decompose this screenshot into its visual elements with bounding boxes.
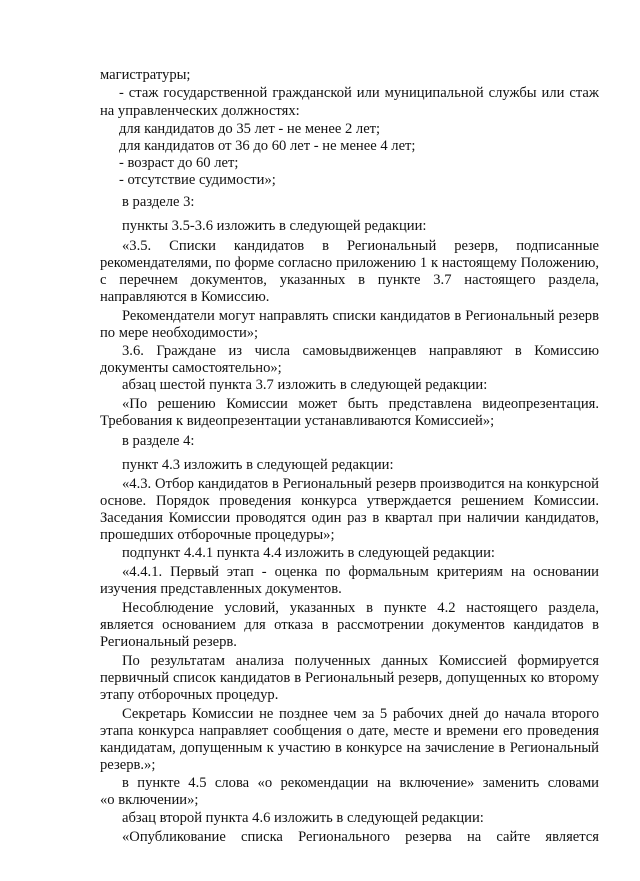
- text-line: абзац шестой пункта 3.7 изложить в следующей редакции:: [122, 377, 488, 393]
- text-line: пункт 4.3 изложить в следующей редакции:: [122, 457, 394, 473]
- text-line: Рекомендатели могут направлять списки кандидатов в Региональный резерв: [122, 308, 599, 324]
- text-line: кандидатам, допущенным к участию в конкурсе на зачисление в Региональный: [100, 740, 599, 756]
- text-line: является основанием для отказа в рассмотрении документов кандидатов в: [100, 617, 599, 633]
- text-line: подпункт 4.4.1 пункта 4.4 изложить в следующей редакции:: [122, 545, 495, 561]
- text-line: Требования к видеопрезентации устанавливаются Комиссией»;: [100, 413, 495, 429]
- text-line: Региональный резерв.: [100, 634, 237, 650]
- text-line: этапа конкурса направляет сообщения о дате, месте и времени его проведения: [100, 723, 599, 739]
- text-line: «4.3. Отбор кандидатов в Региональный резерв производится на конкурсной: [122, 476, 599, 492]
- text-line: - стаж государственной гражданской или муниципальной службы или стаж: [119, 85, 599, 101]
- text-line: первичный список кандидатов в Региональный резерв, допущенных ко второму: [100, 670, 599, 686]
- text-line: абзац второй пункта 4.6 изложить в следующей редакции:: [122, 810, 484, 826]
- text-line: для кандидатов до 35 лет - не менее 2 лет;: [119, 121, 381, 137]
- text-line: на управленческих должностях:: [100, 103, 300, 119]
- text-line: изучения представленных документов.: [100, 581, 342, 597]
- text-line: в разделе 4:: [122, 433, 195, 449]
- text-line: в пункте 4.5 слова «о рекомендации на включение» заменить словами: [122, 775, 599, 791]
- text-line: - отсутствие судимости»;: [119, 172, 276, 188]
- text-line: Несоблюдение условий, указанных в пункте 4.2 настоящего раздела,: [122, 600, 599, 616]
- text-line: Секретарь Комиссии не позднее чем за 5 рабочих дней до начала второго: [122, 706, 599, 722]
- text-line: «По решению Комиссии может быть представлена видеопрезентация.: [122, 396, 599, 412]
- text-line: Заседания Комиссии проводятся один раз в квартал при наличии кандидатов,: [100, 510, 599, 526]
- text-line: «3.5. Списки кандидатов в Региональный резерв, подписанные: [122, 238, 599, 254]
- text-line: в разделе 3:: [122, 194, 195, 210]
- text-line: этапу отборочных процедур.: [100, 687, 279, 703]
- text-line: по мере необходимости»;: [100, 325, 259, 341]
- text-line: основе. Порядок проведения конкурса утверждается решением Комиссии.: [100, 493, 599, 509]
- text-line: документы самостоятельно»;: [100, 360, 282, 376]
- text-line: «4.4.1. Первый этап - оценка по формальным критериям на основании: [122, 564, 599, 580]
- text-line: с перечнем документов, указанных в пункте 3.7 настоящего раздела,: [100, 272, 599, 288]
- text-line: пункты 3.5-3.6 изложить в следующей редакции:: [122, 218, 427, 234]
- text-line: для кандидатов от 36 до 60 лет - не менее 4 лет;: [119, 138, 416, 154]
- text-line: прошедших отборочные процедуры»;: [100, 527, 335, 543]
- text-line: «Опубликование списка Регионального резерва на сайте является: [122, 829, 599, 845]
- text-line: «о включении»;: [100, 792, 199, 808]
- text-line: направляются в Комиссию.: [100, 289, 270, 305]
- text-line: рекомендателями, по форме согласно приложению 1 к настоящему Положению,: [100, 255, 599, 271]
- text-line: магистратуры;: [100, 67, 191, 83]
- text-line: резерв.»;: [100, 757, 156, 773]
- text-line: - возраст до 60 лет;: [119, 155, 239, 171]
- text-line: По результатам анализа полученных данных Комиссией формируется: [122, 653, 599, 669]
- text-line: 3.6. Граждане из числа самовыдвиженцев направляют в Комиссию: [122, 343, 599, 359]
